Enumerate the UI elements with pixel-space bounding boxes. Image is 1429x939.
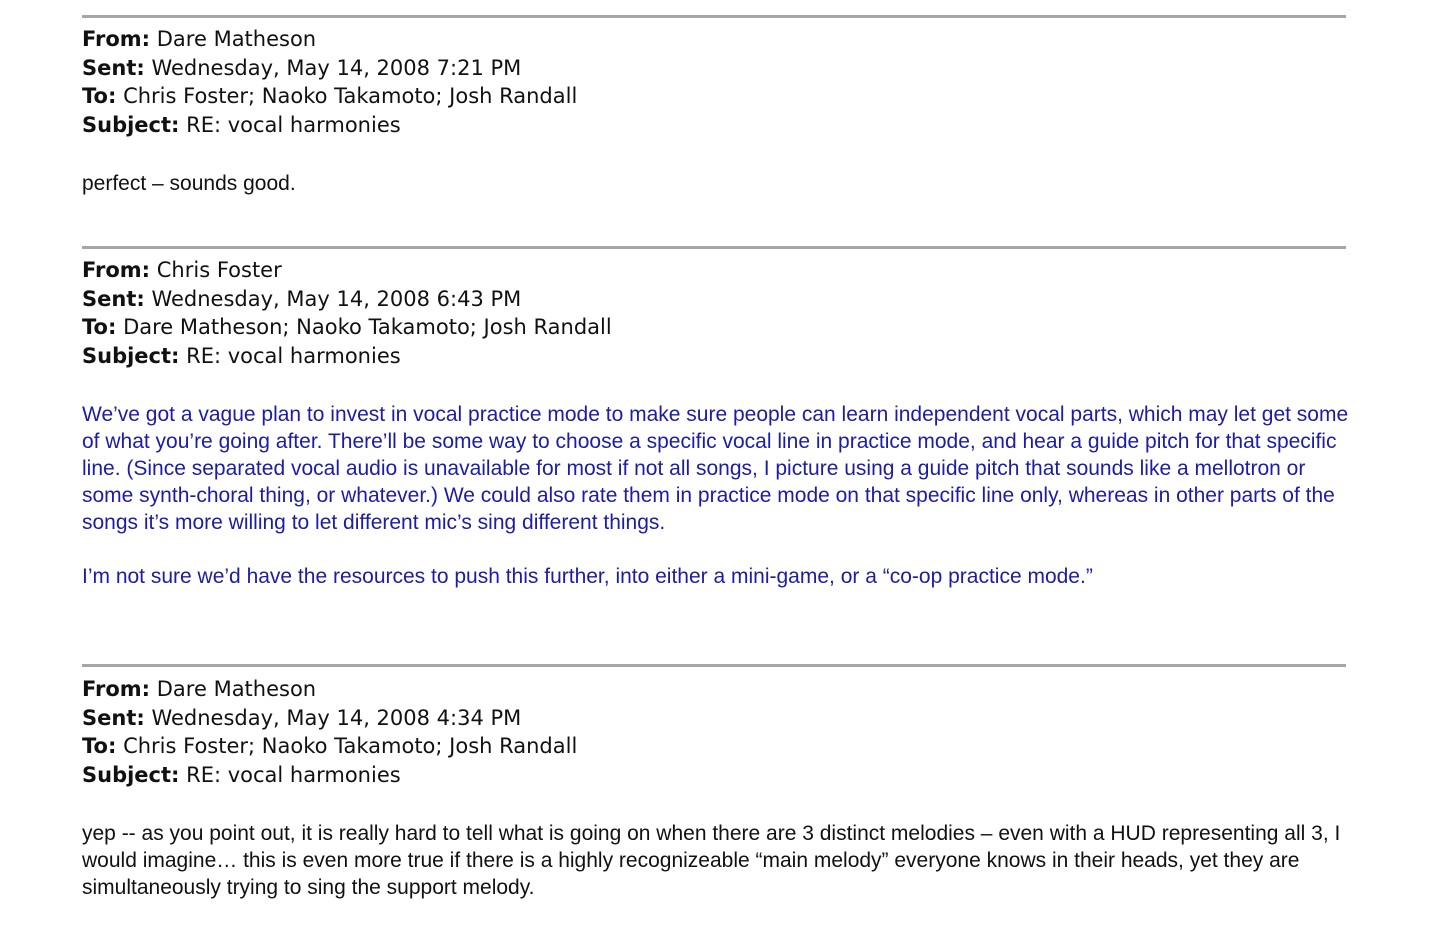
- from-label: From:: [82, 258, 151, 282]
- email-separator: [82, 246, 1346, 249]
- subject-label: Subject:: [82, 762, 180, 787]
- subject-value: RE: vocal harmonies: [186, 343, 401, 368]
- email-body-paragraph: yep -- as you point out, it is really hard to tell what is going on when there are 3 distinct melodies – even with a HUD representing all 3, I would imagine… this is even more true if there is a highly recognizeable “main melody” everyone knows in their heads, yet they are simultaneously trying to sing the support melody.: [82, 822, 1341, 899]
- email-header: [82, 25, 577, 139]
- subject-line: [82, 761, 577, 790]
- email-body: [82, 170, 1352, 197]
- email-header: [82, 256, 612, 370]
- to-label: To:: [82, 84, 117, 108]
- from-label: From:: [82, 27, 151, 51]
- email-body-paragraph: perfect – sounds good.: [82, 172, 296, 195]
- sent-label: Sent:: [82, 705, 145, 730]
- from-line: [82, 675, 577, 704]
- sent-label: Sent:: [82, 286, 145, 311]
- sent-value: Wednesday, May 14, 2008 6:43 PM: [151, 286, 522, 311]
- from-value: Dare Matheson: [156, 27, 317, 51]
- to-value: Chris Foster; Naoko Takamoto; Josh Randall: [123, 84, 578, 108]
- subject-value: RE: vocal harmonies: [186, 762, 401, 787]
- email-header: [82, 675, 577, 789]
- subject-line: [82, 111, 577, 140]
- sent-value: Wednesday, May 14, 2008 7:21 PM: [151, 55, 522, 80]
- from-line: [82, 25, 577, 54]
- sent-line: [82, 285, 612, 314]
- to-label: To:: [82, 315, 117, 339]
- subject-label: Subject:: [82, 112, 180, 137]
- to-value: Chris Foster; Naoko Takamoto; Josh Randall: [123, 734, 578, 758]
- to-line: [82, 313, 612, 342]
- email-separator: [82, 15, 1346, 18]
- to-line: [82, 82, 577, 111]
- from-value: Dare Matheson: [156, 677, 317, 701]
- subject-line: [82, 342, 612, 371]
- to-value: Dare Matheson; Naoko Takamoto; Josh Randall: [123, 315, 612, 339]
- sent-line: [82, 54, 577, 83]
- from-line: [82, 256, 612, 285]
- sent-value: Wednesday, May 14, 2008 4:34 PM: [151, 705, 522, 730]
- email-body-paragraph: We’ve got a vague plan to invest in vocal practice mode to make sure people can learn independent vocal parts, which may let get some of what you’re going after. There’ll be some way to choose a specific vocal line in practice mode, and hear a guide pitch for that specific line. (Since separated vocal audio is unavailable for most if not all songs, I picture using a guide pitch that sounds like a mellotron or some synth-choral thing, or whatever.) We could also rate them in practice mode on that specific line only, whereas in other parts of the songs it’s more willing to let different mic’s sing different things.: [82, 403, 1349, 534]
- email-body: [82, 820, 1352, 901]
- to-line: [82, 732, 577, 761]
- email-body: [82, 401, 1352, 590]
- sent-label: Sent:: [82, 55, 145, 80]
- subject-value: RE: vocal harmonies: [186, 112, 401, 137]
- email-separator: [82, 664, 1346, 667]
- subject-label: Subject:: [82, 343, 180, 368]
- sent-line: [82, 704, 577, 733]
- from-value: Chris Foster: [156, 258, 282, 282]
- email-body-paragraph: I’m not sure we’d have the resources to push this further, into either a mini-game, or a “co-op practice mode.”: [82, 565, 1093, 588]
- to-label: To:: [82, 734, 117, 758]
- from-label: From:: [82, 677, 151, 701]
